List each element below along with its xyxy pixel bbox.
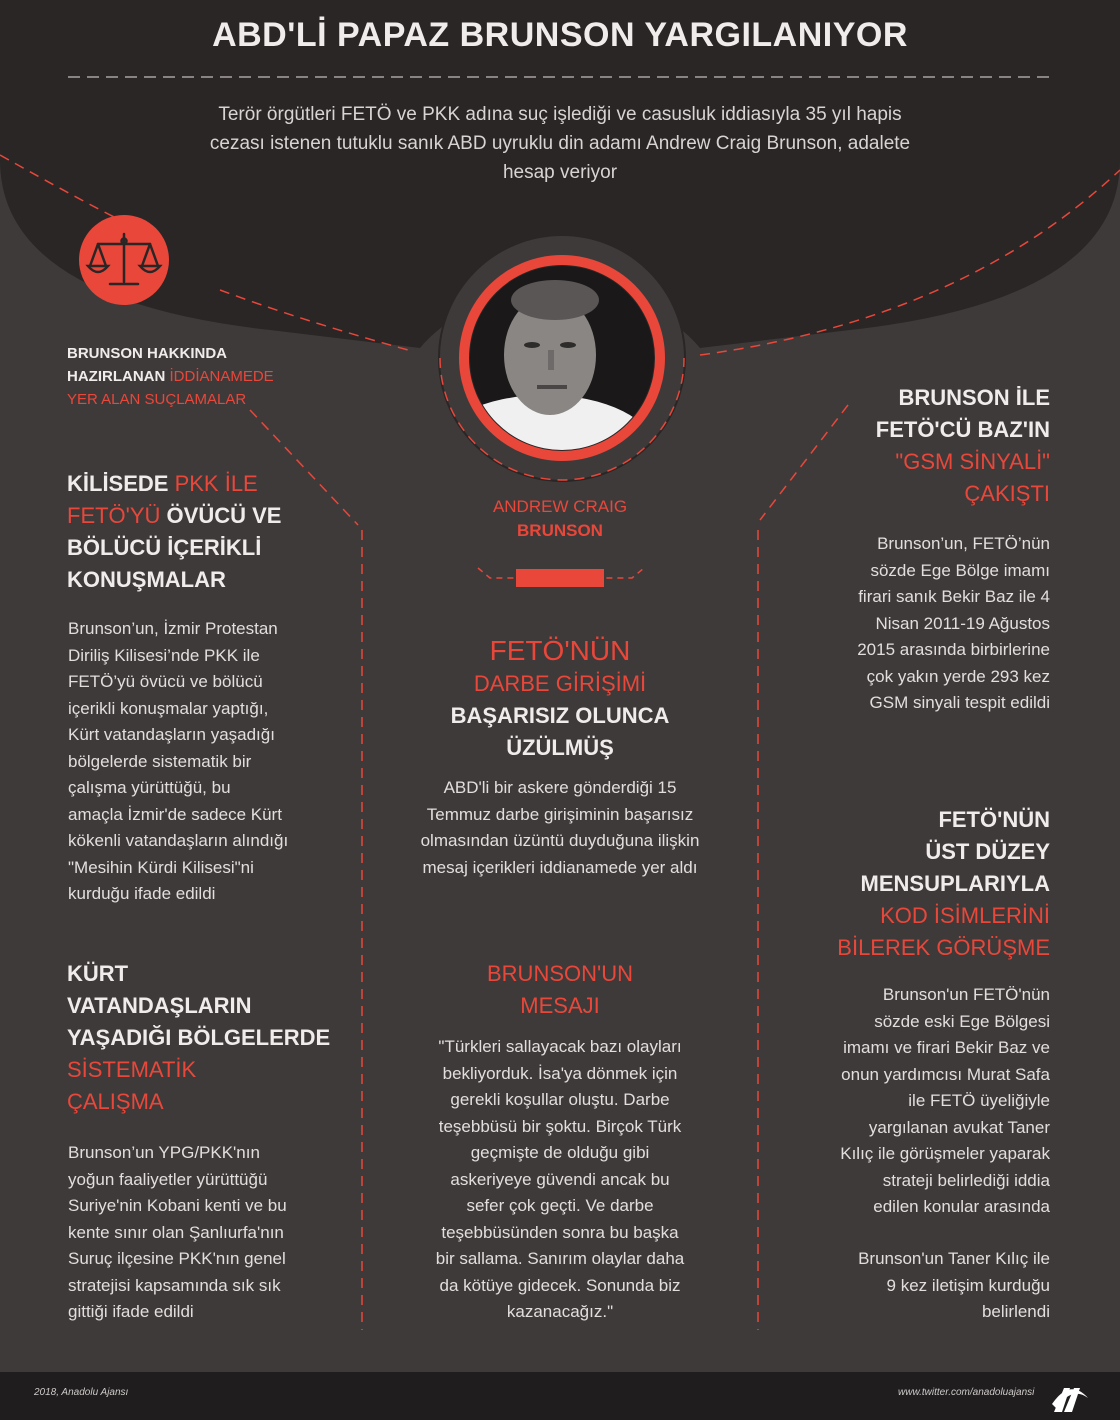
section-label-line3: YER ALAN SUÇLAMALAR	[67, 391, 247, 408]
left-block1-h2-white: ÖVÜCÜ VE	[166, 503, 282, 528]
left-block2-heading	[67, 958, 357, 1118]
portrait-name	[440, 495, 680, 543]
right-block1-h2: FETÖ'CÜ BAZ'IN	[875, 417, 1050, 442]
portrait-first-name: ANDREW CRAIG	[492, 497, 628, 516]
left-block2-h3: YAŞADIĞI BÖLGELERDE	[67, 1025, 331, 1050]
center-block1-h4: ÜZÜLMÜŞ	[506, 735, 614, 760]
page-title: ABD'Lİ PAPAZ BRUNSON YARGILANIYOR	[212, 16, 908, 54]
center-block1-heading	[400, 634, 720, 764]
right-block2-body1: Brunson'un FETÖ'nün sözde eski Ege Bölgesi imamı ve firari Bekir Baz ve onun yardımcısı Murat Safa ile FETÖ üyeliğiyle yargılanan avukat Taner Kılıç ile görüşmeler yaparak strateji belirlediği iddia edilen konular arasında	[840, 985, 1050, 1216]
left-block2-h2: VATANDAŞLARIN	[67, 993, 252, 1018]
left-block1-h2-red: FETÖ'YÜ	[67, 503, 167, 528]
left-block2-h5-red: ÇALIŞMA	[67, 1089, 164, 1114]
section-label-line2-white: HAZIRLANAN	[67, 368, 170, 385]
right-block1-h1: BRUNSON İLE	[898, 385, 1050, 410]
name-underline-bar	[516, 569, 604, 587]
left-block2-h4-red: SİSTEMATİK	[67, 1057, 197, 1082]
center-block1-h2-red: DARBE GİRİŞİMİ	[473, 671, 647, 696]
section-label-line2-red: İDDİANAMEDE	[169, 368, 274, 385]
center-block2-h1-red: BRUNSON'UN	[487, 961, 633, 986]
left-block2-h1: KÜRT	[67, 961, 129, 986]
right-block2-h1: FETÖ'NÜN	[938, 807, 1050, 832]
center-block2-h2-red: MESAJI	[520, 993, 600, 1018]
left-block2-body: Brunson’un YPG/PKK'nın yoğun faaliyetler yürüttüğü Suriye'nin Kobani kenti ve bu kente sınır olan Şanlıurfa'nın Suruç ilçesine PKK'nın genel stratejisi kapsamında sık sık gittiği ifade edildi	[68, 1143, 287, 1321]
right-block1-body: Brunson’un, FETÖ’nün sözde Ege Bölge imamı firari sanık Bekir Baz ile 4 Nisan 2011-19 Ağustos 2015 arasında birbirlerine çok yakın yerde 293 kez GSM sinyali tespit edildi	[857, 534, 1050, 712]
section-label	[67, 342, 274, 411]
left-block1-body: Brunson’un, İzmir Protestan Diriliş Kilisesi’nde PKK ile FETÖ’yü övücü ve bölücü içerikli konuşmalar yaptığı, Kürt vatandaşların yaşadığı bölgelerde sistematik bir çalışma yürüttüğü, bu amaçla İzmir'de sadece Kürt kökenli vatandaşların alındığı "Mesihin Kürdi Kilisesi"ni kurduğu ifade edildi	[68, 619, 289, 903]
center-block1-h1-red: FETÖ'NÜN	[489, 635, 631, 666]
right-block2-h2: ÜST DÜZEY	[925, 839, 1050, 864]
footer-twitter-link[interactable]: www.twitter.com/anadoluajansi	[898, 1387, 1035, 1398]
section-label-line1: BRUNSON HAKKINDA	[67, 345, 227, 362]
right-block2-heading	[760, 804, 1050, 964]
portrait-last-name: BRUNSON	[517, 521, 603, 540]
right-block1-heading	[760, 382, 1050, 510]
left-block1-h4: KONUŞMALAR	[67, 567, 226, 592]
right-block2-h4-red: KOD İSİMLERİNİ	[880, 903, 1050, 928]
right-block2-h3: MENSUPLARIYLA	[860, 871, 1050, 896]
center-block2-body: "Türkleri sallayacak bazı olayları bekliyorduk. İsa'ya dönmek için gerekli koşullar oluştu. Darbe teşebbüsü bir şoktu. Birçok Türk geçmişte de olduğu gibi askeriyeye güvendi ancak bu sefer çok geçti. Ve darbe teşebbüsünden sonra bu başka bir sallama. Sanırım olaylar daha da kötüye gidecek. Sonunda biz kazanacağız."	[435, 1037, 685, 1321]
left-block1-h3: BÖLÜCÜ İÇERİKLİ	[67, 535, 262, 560]
right-block2-h5-red: BİLEREK GÖRÜŞME	[837, 935, 1050, 960]
left-block1-h1-white: KİLİSEDE	[67, 471, 175, 496]
center-block1-h3: BAŞARISIZ OLUNCA	[450, 703, 670, 728]
aa-logo-icon	[1050, 1378, 1090, 1414]
footer-copyright: 2018, Anadolu Ajansı	[34, 1387, 129, 1398]
left-block1-h1-red: PKK İLE	[174, 471, 258, 496]
right-block1-h4-red: ÇAKIŞTI	[964, 481, 1050, 506]
left-block1-heading	[67, 468, 357, 596]
right-block1-h3-red: "GSM SİNYALİ"	[895, 449, 1050, 474]
intro-text: Terör örgütleri FETÖ ve PKK adına suç işlediği ve casusluk iddiasıyla 35 yıl hapis cezası istenen tutuklu sanık ABD uyruklu din adamı Andrew Craig Brunson, adalete hesap veriyor	[209, 104, 911, 183]
right-block2-body2: Brunson'un Taner Kılıç ile 9 kez iletişim kurduğu belirlendi	[858, 1249, 1050, 1321]
center-block1-body: ABD'li bir askere gönderdiği 15 Temmuz darbe girişiminin başarısız olmasından üzüntü duyduğuna ilişkin mesaj içerikleri iddianamede yer aldı	[420, 778, 700, 877]
center-block2-heading	[400, 958, 720, 1022]
